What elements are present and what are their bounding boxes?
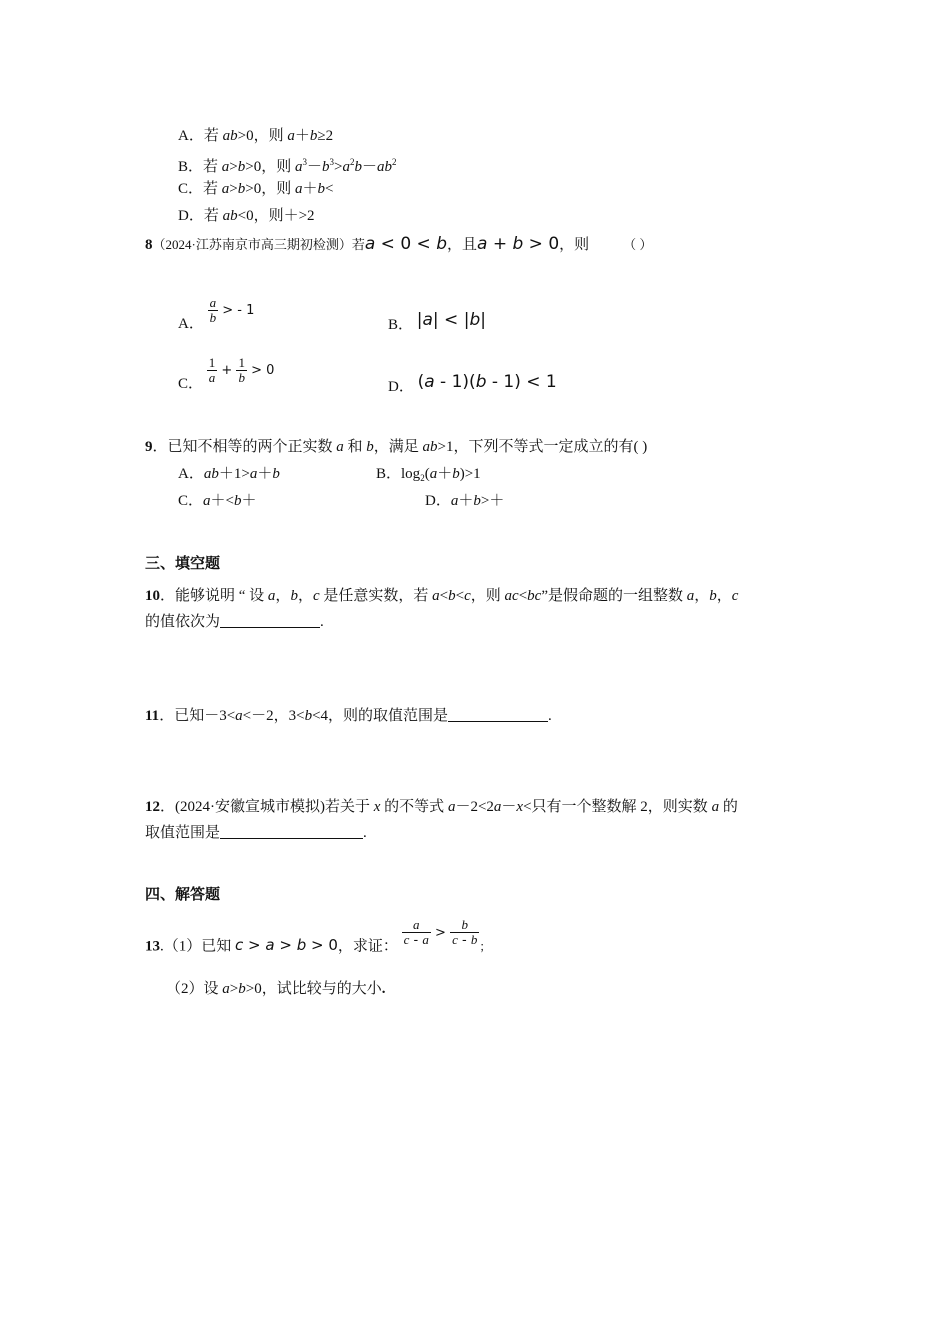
q13-part-2: （2）设 a>b>0，试比较与的大小. [166,981,386,997]
q13-fraction-2: $\frac{b}{c - b}$ [452,917,478,948]
q7-option-d: D．若 ab<0，则＋>2 [178,208,315,224]
q10-line-1: 10．能够说明 “ 设 a，b，c 是任意实数，若 a<b<c，则 ac<bc”是假命题的一组整数 a，b，c [145,588,739,604]
q10-answer-blank[interactable] [220,613,320,628]
q11-answer-blank[interactable] [448,707,548,722]
q9-stem: 9．已知不相等的两个正实数 a 和 b，满足 ab>1，下列不等式一定成立的有( ) [145,439,648,455]
q9-option-d: D．a＋b>＋ [425,493,505,509]
q11-stem: 11．已知－3<a<－2，3<b<4，则的取值范围是 . [145,708,552,724]
q9-number: 9 [145,439,153,455]
q7-option-b: B．若 a>b>0，则 $a^3-b^3>a^2b-ab^2$ [178,157,397,175]
q8-stem: 8（2024·江苏南京市高三期初检测）若a < 0 < b，且a + b > 0，则 （ ） [145,234,653,254]
q8-option-a: A． $\frac{a}{b}$ > - 1 [178,295,255,332]
q8-option-b: B． |a| < |b| [388,310,486,333]
q7-option-c: C．若 a>b>0，则 a＋b< [178,181,334,197]
q13-part-1: 13.（1）已知 c > a > b > 0，求证： $\frac{a}{c - a}$ > $\frac{b}{c - b}$ $_;$ [145,917,492,955]
q8-option-d: D． (a - 1)(b - 1) < 1 [388,372,557,395]
q12-line-1: 12．(2024·安徽宣城市模拟)若关于 x 的不等式 a－2<2a－x<只有一个整数解 2，则实数 a 的 [145,799,738,815]
q12-number: 12 [145,799,160,815]
q7-option-a: A．若 ab>0，则 a＋b≥2 [178,128,334,144]
q9-option-b: B．$\log_2(a+b)>1$ [376,466,481,483]
q8-c-fraction-1: $\frac{1}{a}$ [208,355,216,385]
q8-option-c: C． $\frac{1}{a}$ + $\frac{1}{b}$ > 0 [178,355,275,392]
q12-line-2: 取值范围是 . [145,825,367,841]
q9-option-c: C．a＋<b＋ [178,493,257,509]
section-answer-title: 四、解答题 [145,887,221,903]
q13-fraction-1: $\frac{a}{c - a}$ [403,917,429,948]
q11-number: 11 [145,708,160,724]
q8-a-fraction: $\frac{a}{b}$ [209,295,217,325]
section-fill-in-title: 三、填空题 [145,556,221,572]
q9-option-a: A．ab＋1>a＋b [178,466,280,482]
q12-answer-blank[interactable] [220,824,363,839]
q13-number: 13 [145,938,160,955]
q8-c-fraction-2: $\frac{1}{b}$ [238,355,245,385]
q10-number: 10 [145,588,160,604]
q8-number: 8 [145,237,153,253]
q10-line-2: 的值依次为 . [145,614,324,630]
